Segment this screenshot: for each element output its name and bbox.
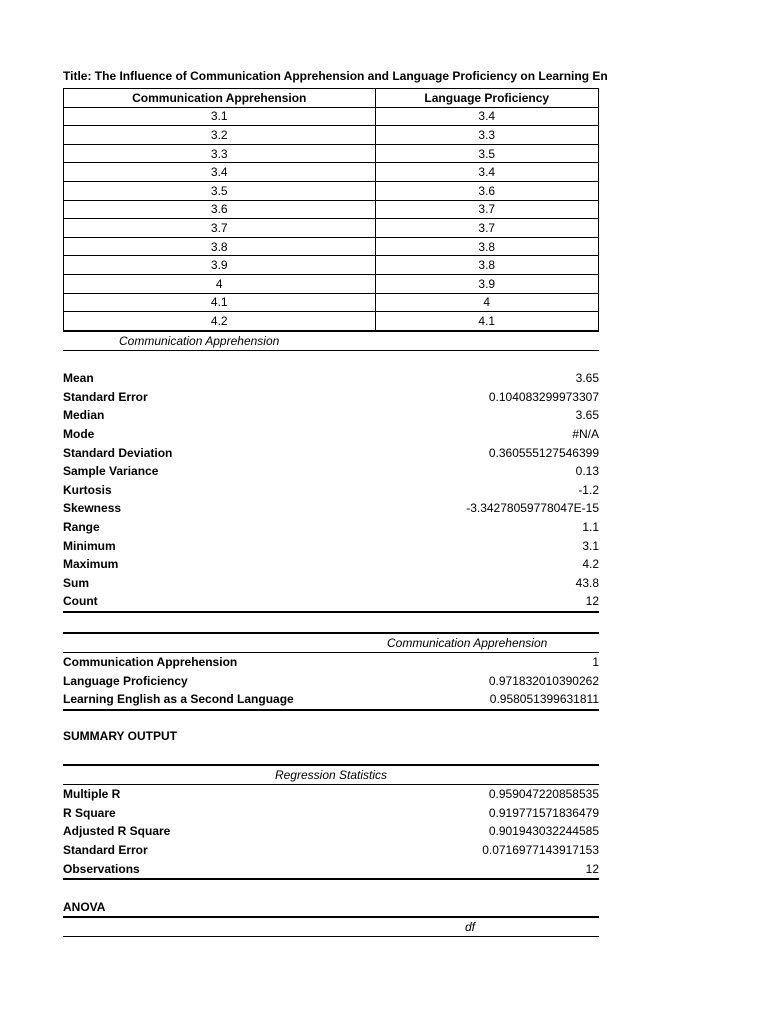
table-cell: 3.7 [375,200,598,219]
stat-label: Kurtosis [63,482,112,497]
correlation-value: 0.971832010390262 [488,673,599,688]
regression-value: 0.901943032244585 [488,824,599,839]
table-row [64,181,599,200]
stat-label: Median [63,408,105,423]
divider [63,878,599,880]
table-row [64,293,599,312]
divider [63,350,599,351]
stat-label: Standard Error [63,389,148,404]
stat-row [63,388,599,407]
stat-row [63,369,599,388]
stat-label: Maximum [63,557,119,572]
regression-value: 0.0716977143917153 [482,843,599,858]
table-cell: 4.1 [64,293,376,312]
correlation-row [63,690,599,709]
stat-row [63,462,599,481]
stat-label: Minimum [63,538,116,553]
table-cell: 3.8 [375,237,598,256]
divider [63,936,599,937]
column-header-language-proficiency: Language Proficiency [375,89,598,108]
summary-output-title: SUMMARY OUTPUT [63,729,177,743]
regression-statistics [63,764,599,880]
table-cell: 3.6 [375,181,598,200]
table-cell: 3.5 [375,144,598,163]
table-row [64,107,599,126]
regression-value: 0.959047220858535 [488,787,599,802]
regression-value: 12 [585,861,599,876]
correlation-row [63,653,599,672]
stat-row [63,443,599,462]
regression-label: Adjusted R Square [63,824,171,839]
stat-value: #N/A [572,427,599,442]
correlation-label: Communication Apprehension [63,655,238,670]
regression-row [63,804,599,823]
stat-value: 1.1 [582,520,599,535]
stat-row [63,425,599,444]
regression-row [63,859,599,878]
regression-header: Regression Statistics [274,768,388,782]
table-cell: 3.8 [375,256,598,275]
table-cell: 3.4 [64,163,376,182]
table-cell: 3.2 [64,126,376,145]
table-cell: 3.1 [64,107,376,126]
stat-row [63,406,599,425]
table-row [64,200,599,219]
stat-label: Skewness [63,501,122,516]
anova-header-df: df [465,920,476,934]
table-row [64,274,599,293]
table-cell: 3.9 [64,256,376,275]
descriptive-header: Communication Apprehension [119,334,280,348]
table-cell: 3.9 [375,274,598,293]
table-cell: 4 [64,274,376,293]
descriptive-statistics [63,332,599,613]
stat-row [63,536,599,555]
table-cell: 3.5 [64,181,376,200]
table-cell: 4.2 [64,312,376,331]
stat-label: Sample Variance [63,464,159,479]
table-cell: 3.3 [64,144,376,163]
anova-table [63,916,599,937]
table-row [64,256,599,275]
table-row [64,126,599,145]
regression-row [63,822,599,841]
correlation-label: Learning English as a Second Language [63,692,294,707]
stat-row [63,555,599,574]
stat-value: 12 [585,594,599,609]
divider [63,709,599,711]
stat-label: Range [63,520,100,535]
stat-label: Count [63,594,98,609]
regression-row [63,841,599,860]
stat-value: 0.104083299973307 [488,389,599,404]
regression-row [63,785,599,804]
table-cell: 3.4 [375,107,598,126]
table-row [64,163,599,182]
table-cell: 4 [375,293,598,312]
stat-value: 4.2 [582,557,599,572]
stat-value: -3.34278059778047E-15 [466,501,599,516]
correlation-table [63,632,599,711]
stat-value: 3.1 [582,538,599,553]
regression-label: Standard Error [63,843,148,858]
data-table-header-row [64,89,599,108]
stat-value: 0.360555127546399 [488,445,599,460]
column-header-communication-apprehension: Communication Apprehension [64,89,376,108]
regression-label: Multiple R [63,787,121,802]
table-row [64,144,599,163]
table-cell: 3.3 [375,126,598,145]
table-row [64,312,599,331]
stat-label: Mean [63,371,94,386]
table-cell: 3.8 [64,237,376,256]
regression-label: Observations [63,861,140,876]
table-cell: 4.1 [375,312,598,331]
table-cell: 3.6 [64,200,376,219]
stat-label: Standard Deviation [63,445,173,460]
table-row [64,219,599,238]
correlation-value: 0.958051399631811 [489,692,599,707]
stat-value: 3.65 [575,408,599,423]
table-cell: 3.7 [375,219,598,238]
stat-row [63,592,599,611]
stat-row [63,481,599,500]
stat-row [63,574,599,593]
table-cell: 3.7 [64,219,376,238]
stat-row [63,518,599,537]
regression-value: 0.919771571836479 [488,805,599,820]
divider [63,611,599,613]
stat-label: Mode [63,427,95,442]
stat-value: 0.13 [575,464,599,479]
table-row [64,237,599,256]
stat-value: 3.65 [575,371,599,386]
correlation-row [63,672,599,691]
regression-label: R Square [63,805,116,820]
page-title: Title: The Influence of Communication Apprehension and Language Proficiency on Learning En [63,69,608,83]
stat-label: Sum [63,575,90,590]
stat-value: 43.8 [575,575,599,590]
anova-title: ANOVA [63,900,106,914]
correlation-header: Communication Apprehension [387,636,548,650]
correlation-value: 1 [592,655,599,670]
table-cell: 3.4 [375,163,598,182]
correlation-label: Language Proficiency [63,673,188,688]
stat-value: -1.2 [578,482,599,497]
stat-row [63,499,599,518]
data-table [63,88,599,332]
